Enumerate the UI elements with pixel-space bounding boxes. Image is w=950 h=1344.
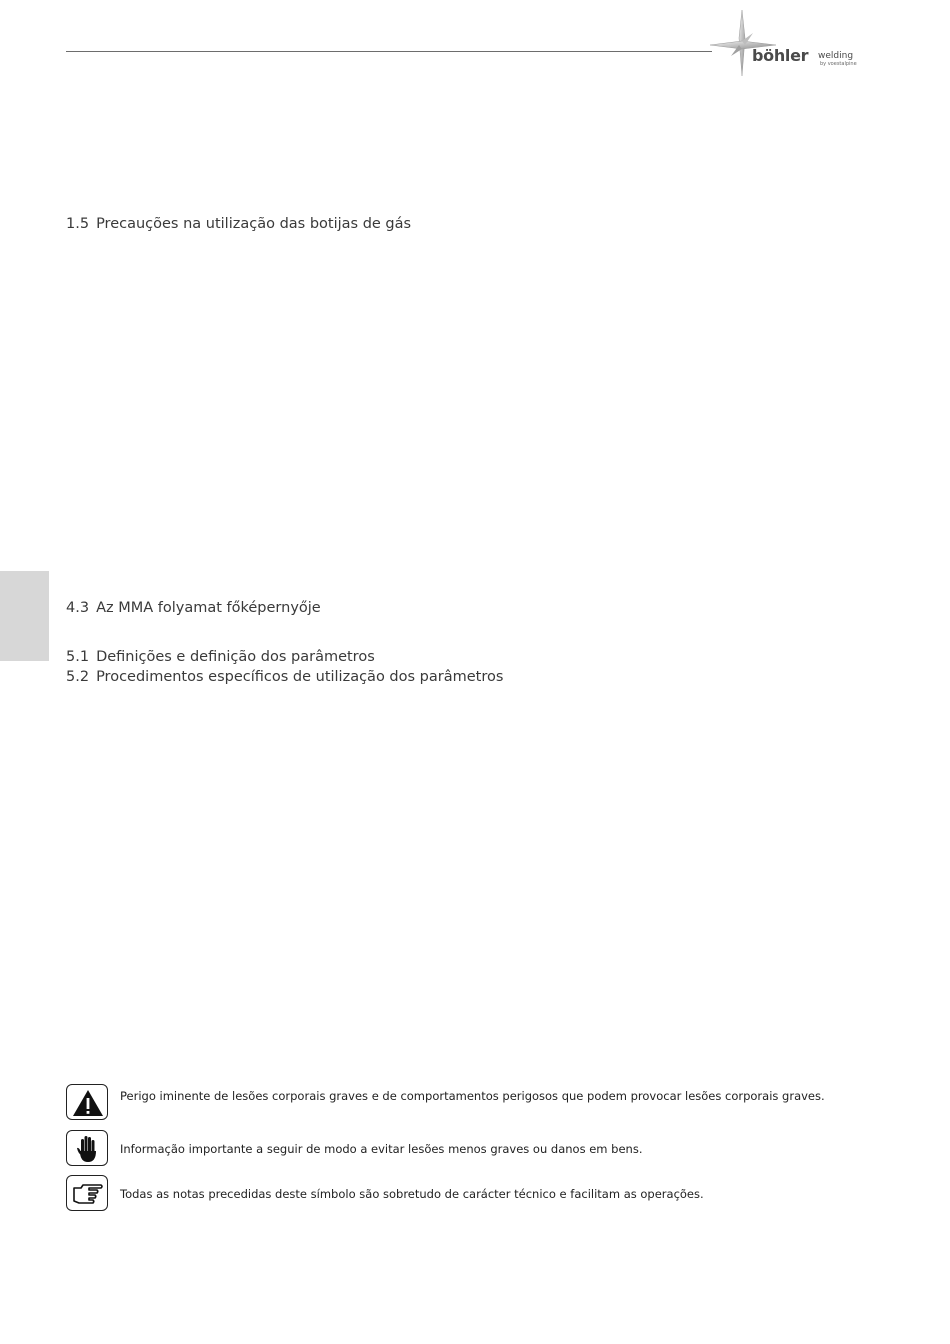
legend-text-warning: Perigo iminente de lesões corporais graves e de comportamentos perigosos que podem provocar lesões corporais graves. <box>120 1089 825 1103</box>
toc-entry-4-3[interactable] <box>66 601 321 616</box>
brand-name: böhler <box>752 46 809 65</box>
toc-title: Procedimentos específicos de utilização dos parâmetros <box>96 669 504 685</box>
toc-title: Az MMA folyamat főképernyője <box>96 600 321 616</box>
legend-text-important: Informação importante a seguir de modo a evitar lesões menos graves ou danos em bens. <box>120 1142 643 1156</box>
toc-title: Definições e definição dos parâmetros <box>96 649 375 665</box>
toc-entry-5-2[interactable] <box>66 670 503 685</box>
toc-number: 5.1 <box>66 649 90 665</box>
toc-number: 4.3 <box>66 600 90 616</box>
toc-number: 1.5 <box>66 216 90 232</box>
star-emblem <box>708 8 868 78</box>
toc-entry-1-5[interactable] <box>66 217 411 232</box>
stop-hand-icon <box>66 1130 108 1166</box>
brand-suffix: welding <box>818 51 854 61</box>
toc-title: Precauções na utilização das botijas de gás <box>96 216 412 232</box>
brand-logo <box>708 8 868 78</box>
header-rule <box>66 51 712 52</box>
toc-number: 5.2 <box>66 669 90 685</box>
legend-text-technical: Todas as notas precedidas deste símbolo são sobretudo de carácter técnico e facilitam as operações. <box>120 1187 704 1201</box>
pointing-hand-icon <box>66 1175 108 1211</box>
warning-triangle-icon <box>66 1084 108 1120</box>
toc-entry-5-1[interactable] <box>66 650 375 665</box>
brand-byline: by voestalpine <box>820 61 857 67</box>
section-side-tab <box>0 571 49 661</box>
